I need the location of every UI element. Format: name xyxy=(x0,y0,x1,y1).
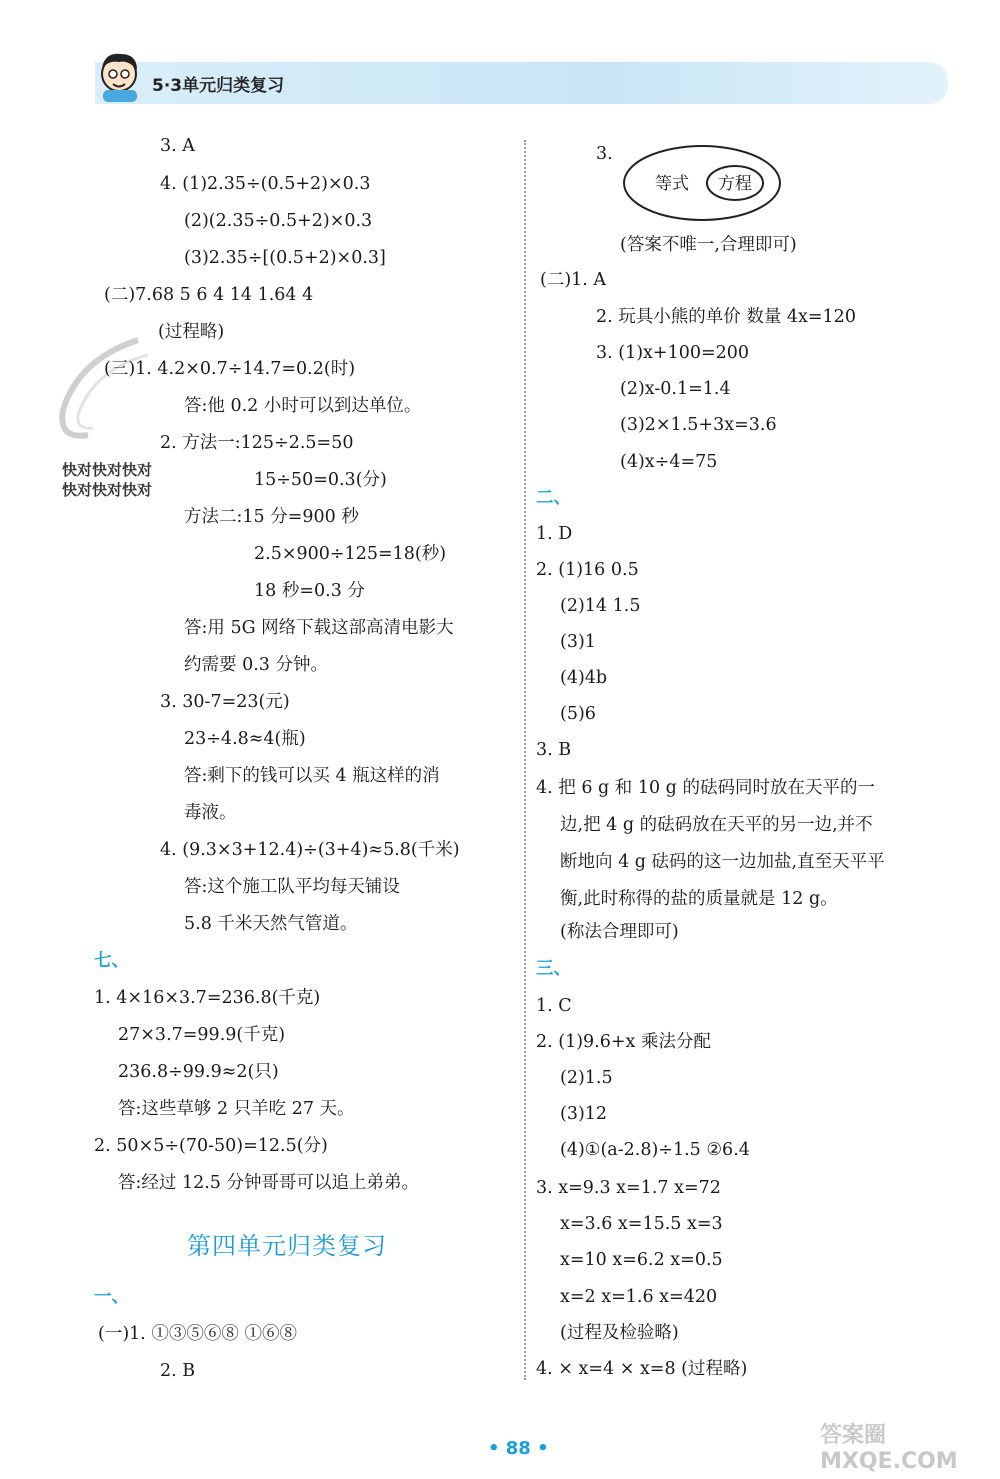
answer-line: (一)1. ①③⑤⑥⑧ ①⑥⑧ xyxy=(98,1324,297,1344)
answer-line: (2)14 1.5 xyxy=(560,596,641,616)
answer-line: (二)1. A xyxy=(540,270,607,290)
answer-line: 4. × x=4 × x=8 (过程略) xyxy=(536,1359,748,1379)
answer-line: 2. B xyxy=(160,1361,196,1381)
answer-line: 3. x=9.3 x=1.7 x=72 xyxy=(536,1178,721,1198)
answer-line: (2)1.5 xyxy=(560,1068,613,1088)
answer-line: 1. D xyxy=(536,524,573,544)
answer-line: 3. 30-7=23(元) xyxy=(160,692,290,712)
answer-line: (5)6 xyxy=(560,704,596,724)
answer-line: 5.8 千米天然气管道。 xyxy=(184,914,358,934)
answer-line: (三)1. 4.2×0.7÷14.7=0.2(时) xyxy=(104,359,356,379)
header-title: 5·3单元归类复习 xyxy=(152,76,285,96)
answer-line: (3)1 xyxy=(560,632,596,652)
sidenote-line: 快对快对快对 xyxy=(62,461,153,479)
answer-line: 边,把 4 g 的砝码放在天平的另一边,并不 xyxy=(560,815,873,835)
answer-line: x=2 x=1.6 x=420 xyxy=(560,1287,718,1307)
answer-line: (答案不唯一,合理即可) xyxy=(620,235,797,255)
answer-line: 答:这些草够 2 只羊吃 27 天。 xyxy=(118,1099,355,1119)
answer-line: (3)2×1.5+3x=3.6 xyxy=(620,415,777,435)
answer-line: 3. A xyxy=(160,136,195,156)
answer-line: 断地向 4 g 砝码的这一边加盐,直至天平平 xyxy=(560,852,885,872)
column-divider xyxy=(524,140,526,1380)
answer-line: 1. C xyxy=(536,996,572,1016)
answer-line: 4. (9.3×3+12.4)÷(3+4)≈5.8(千米) xyxy=(160,840,460,860)
sidenote xyxy=(62,460,152,500)
answer-line: 三、 xyxy=(536,959,571,979)
answer-line: 答:用 5G 网络下载这部高清电影大 xyxy=(184,618,454,638)
answer-line: 18 秒=0.3 分 xyxy=(254,581,365,601)
answer-line: 二、 xyxy=(536,488,571,508)
answer-line: 2. 50×5÷(70-50)=12.5(分) xyxy=(94,1136,328,1156)
answer-line: (3)12 xyxy=(560,1104,608,1124)
answer-line: 方法二:15 分=900 秒 xyxy=(184,507,359,527)
answer-line: 一、 xyxy=(94,1287,129,1307)
answer-line: 15÷50=0.3(分) xyxy=(254,470,387,490)
answer-line: 2. (1)16 0.5 xyxy=(536,560,639,580)
answer-line: x=3.6 x=15.5 x=3 xyxy=(560,1214,723,1234)
answer-line: 答:这个施工队平均每天铺设 xyxy=(184,877,400,897)
equation-diagram xyxy=(622,143,782,223)
answer-line: 答:剩下的钱可以买 4 瓶这样的消 xyxy=(184,766,440,786)
answer-line: (4)x÷4=75 xyxy=(620,452,718,472)
answer-line: 3. B xyxy=(536,740,572,760)
answer-line: (4)4b xyxy=(560,668,608,688)
answer-line: 27×3.7=99.9(千克) xyxy=(118,1025,286,1045)
answer-line: 答:他 0.2 小时可以到达单位。 xyxy=(184,396,422,416)
answer-line: (二)7.68 5 6 4 14 1.64 4 xyxy=(104,285,314,305)
unit-title: 第四单元归类复习 xyxy=(187,1232,387,1260)
page-number: • 88 • xyxy=(488,1438,549,1459)
answer-line: 七、 xyxy=(94,951,129,971)
answer-line: (称法合理即可) xyxy=(560,922,679,942)
answer-line: 毒液。 xyxy=(184,803,237,823)
answer-line: 4. (1)2.35÷(0.5+2)×0.3 xyxy=(160,174,371,194)
answer-line: 236.8÷99.9≈2(只) xyxy=(118,1062,279,1082)
answer-line: (2)x-0.1=1.4 xyxy=(620,379,731,399)
answer-line: 23÷4.8≈4(瓶) xyxy=(184,729,306,749)
answer-line: (过程略) xyxy=(158,322,225,342)
answer-line: 2. (1)9.6+x 乘法分配 xyxy=(536,1032,711,1052)
diagram-inner-label: 方程 xyxy=(718,174,752,194)
answer-line: (过程及检验略) xyxy=(560,1323,679,1343)
answer-line: 答:经过 12.5 分钟哥哥可以追上弟弟。 xyxy=(118,1173,419,1193)
answer-line: 2. 方法一:125÷2.5=50 xyxy=(160,433,354,453)
diagram-outer-label: 等式 xyxy=(655,174,689,194)
answer-line: 1. 4×16×3.7=236.8(千克) xyxy=(94,988,321,1008)
swirl-decoration-icon xyxy=(48,330,168,450)
mascot-icon xyxy=(93,48,149,104)
answer-line: 3. (1)x+100=200 xyxy=(596,343,750,363)
answer-line: 约需要 0.3 分钟。 xyxy=(184,655,328,675)
sidenote-line: 快对快对快对 xyxy=(62,481,153,499)
answer-line: 2.5×900÷125=18(秒) xyxy=(254,544,447,564)
answer-line: 2. 玩具小熊的单价 数量 4x=120 xyxy=(596,307,856,327)
answer-line: 衡,此时称得的盐的质量就是 12 g。 xyxy=(560,889,838,909)
answer-line: 3. xyxy=(596,144,613,164)
answer-line: (3)2.35÷[(0.5+2)×0.3] xyxy=(184,248,386,268)
answer-line: x=10 x=6.2 x=0.5 xyxy=(560,1250,723,1270)
answer-line: 4. 把 6 g 和 10 g 的砝码同时放在天平的一 xyxy=(536,778,875,798)
watermark: 答案圈 MXQE.COM xyxy=(820,1423,958,1474)
answer-line: (2)(2.35÷0.5+2)×0.3 xyxy=(184,211,373,231)
answer-line: (4)①(a-2.8)÷1.5 ②6.4 xyxy=(560,1140,750,1160)
